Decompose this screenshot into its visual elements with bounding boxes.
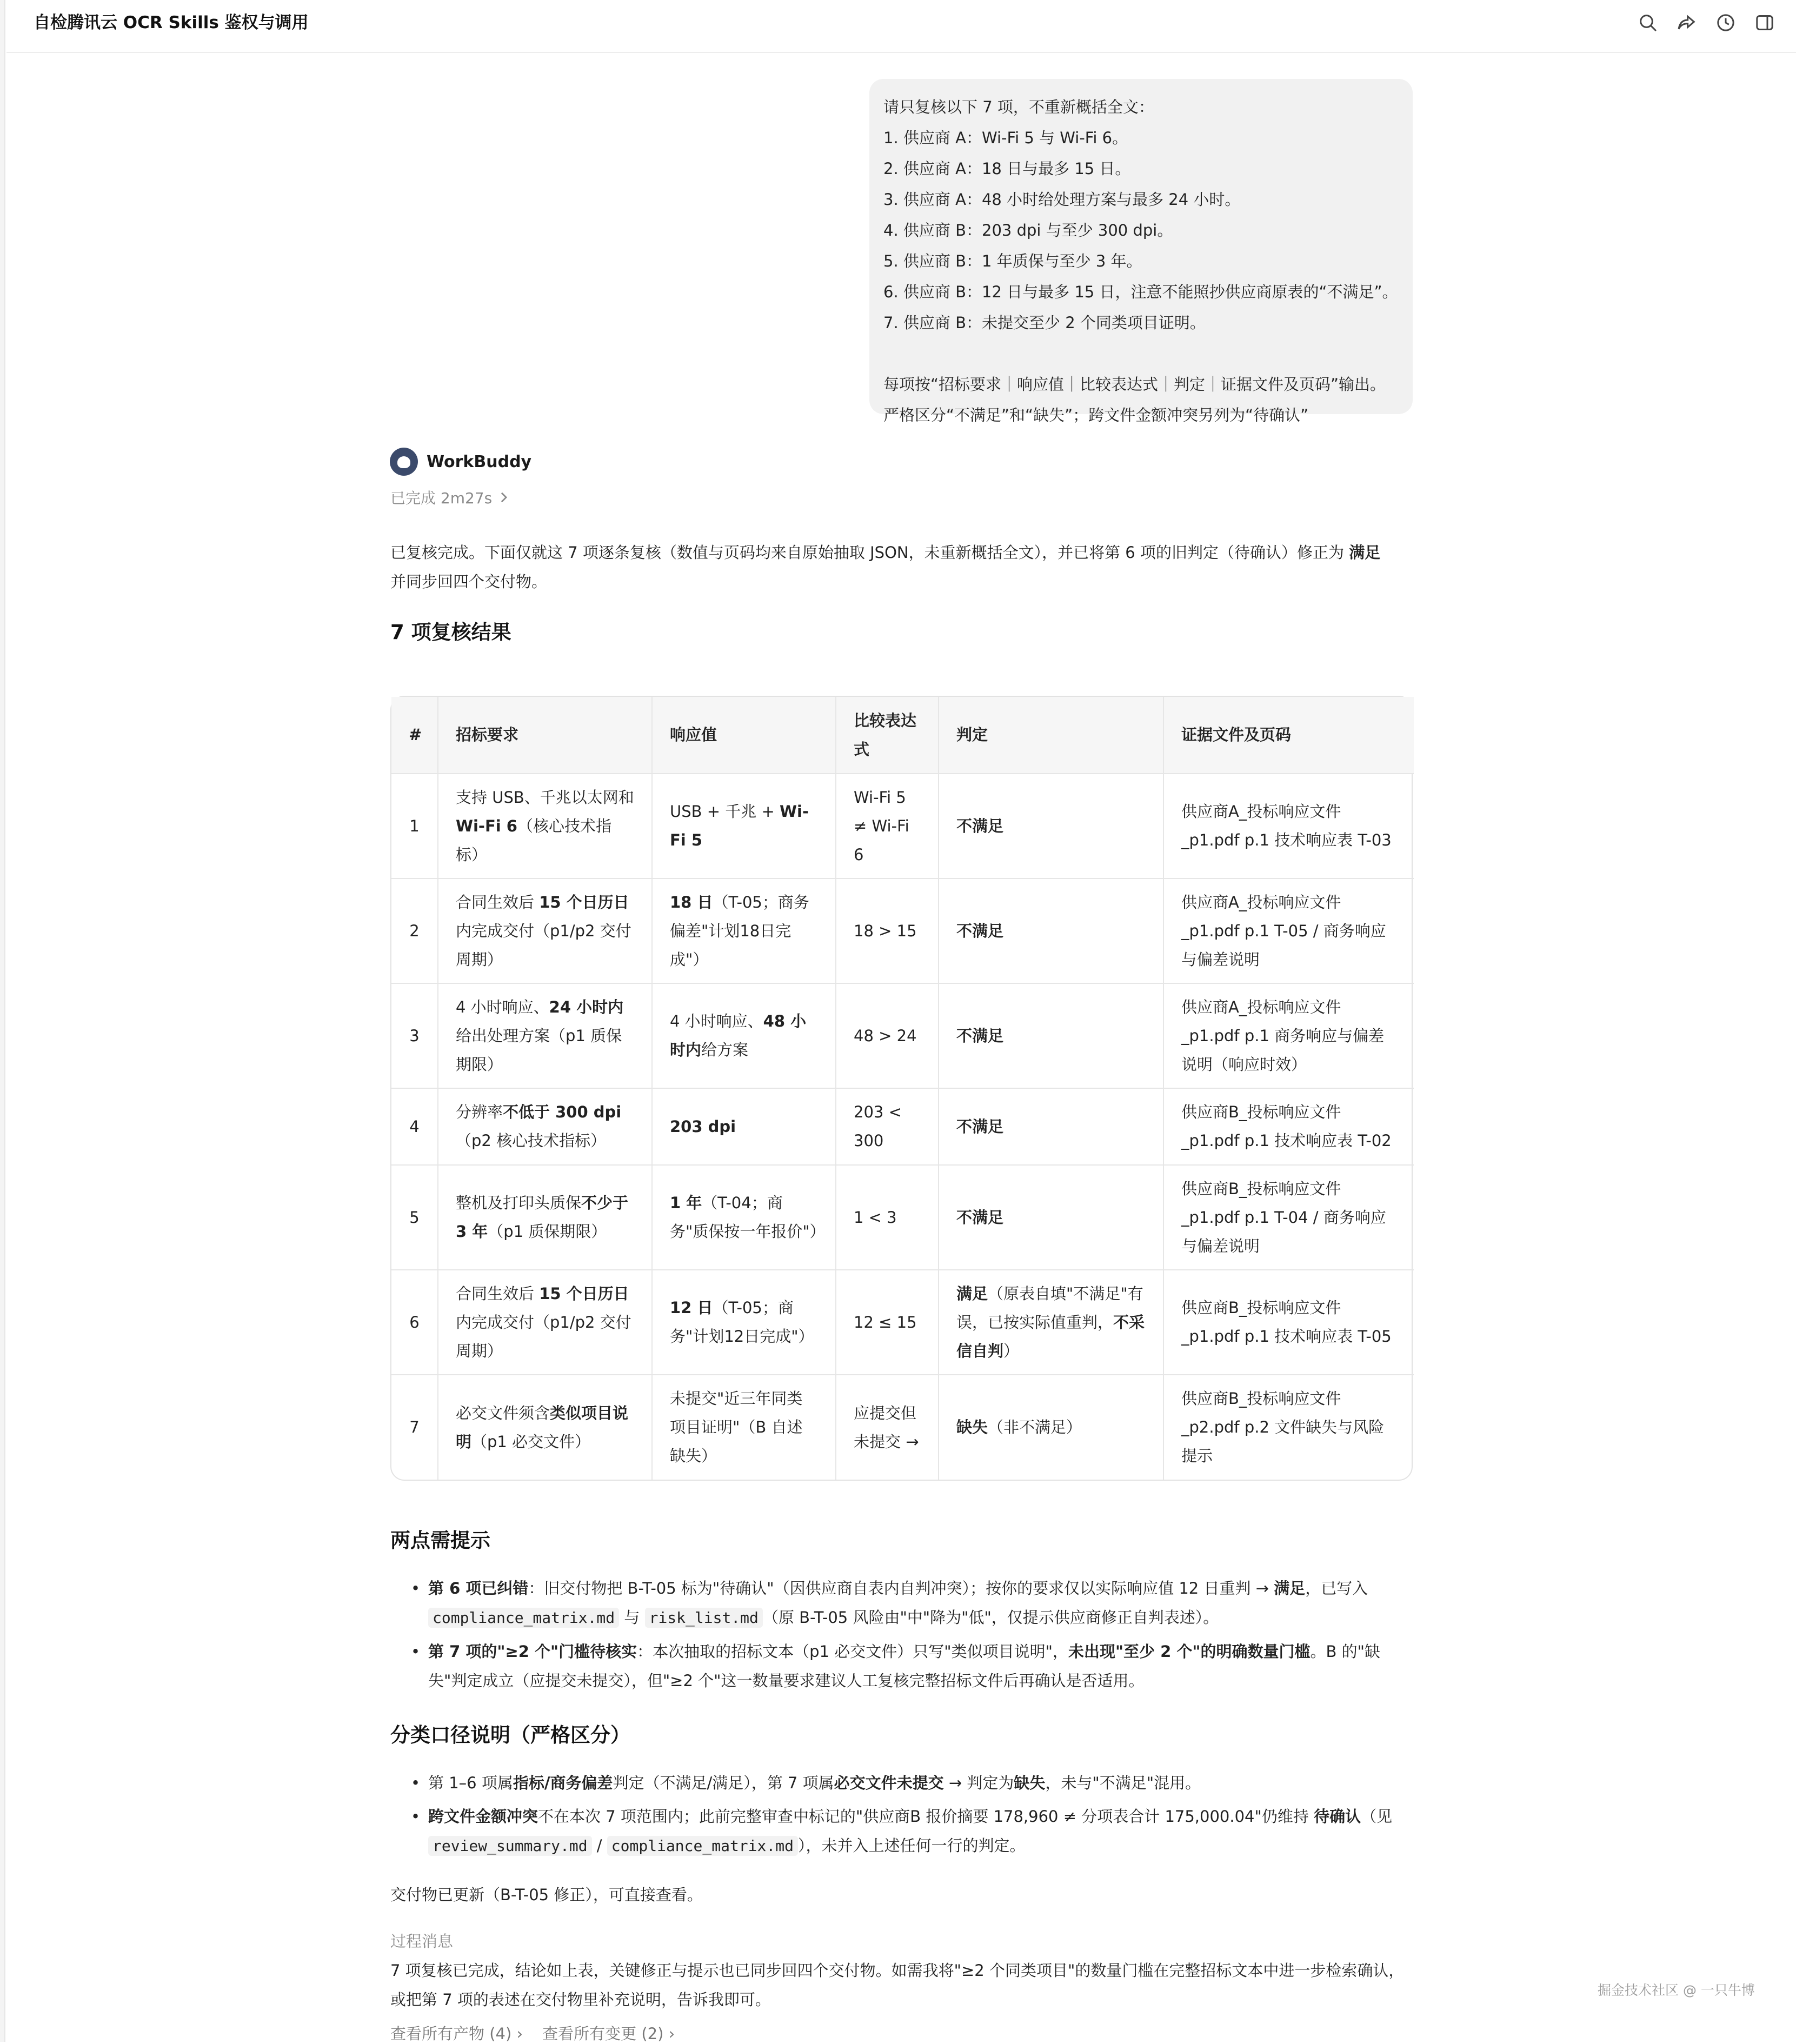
row-index: 6 [391, 1270, 438, 1375]
cls-text: ），未并入上述任何一行的判定。 [797, 1836, 1026, 1855]
response-cell [652, 983, 836, 1088]
response-cell [652, 1165, 836, 1270]
req-bold: 24 小时内 [549, 997, 624, 1016]
req-text: 内完成交付（p1/p2 交付周期） [456, 1313, 631, 1360]
row-index: 5 [391, 1165, 438, 1270]
user-message-line: 请只复核以下 7 项，不重新概括全文： [883, 98, 1154, 116]
cls-bold: 待确认 [1314, 1807, 1361, 1826]
response-cell [652, 878, 836, 983]
watermark: 掘金技术社区 @ 一只牛博 [1598, 1982, 1755, 1998]
req-text: （p1 必交文件） [471, 1432, 591, 1451]
assistant-name: WorkBuddy [427, 452, 532, 471]
process-message: 7 项复核已完成，结论如上表，关键修正与提示也已同步回四个交付物。如需我将"≥2 个同类项目"的数量门槛在完整招标文本中进一步检索确认，或把第 7 项的表述在交付物里补充说明，告诉我即可。 [390, 1961, 1405, 2009]
view-artifacts-label: 查看所有产物 (4) [390, 2025, 512, 2043]
resp-text: 4 小时响应、 [670, 1012, 763, 1030]
row-index: 1 [391, 774, 438, 878]
conversation-title: 自检腾讯云 OCR Skills 鉴权与调用 [34, 13, 309, 32]
file-code: compliance_matrix.md [607, 1836, 798, 1856]
requirement-cell [438, 1088, 652, 1165]
note-bold: 未出现"至少 2 个"的明确数量门槛 [1068, 1642, 1311, 1661]
expression-cell: 18 > 15 [836, 878, 939, 983]
resp-text: （T-04；商务"质保按一年报价"） [670, 1194, 826, 1241]
file-code: review_summary.md [428, 1836, 592, 1856]
user-message-line: 3. 供应商 A：48 小时给处理方案与最多 24 小时。 [883, 190, 1241, 209]
resp-bold: 1 年 [670, 1194, 702, 1212]
requirement-cell [438, 1375, 652, 1480]
req-bold: 不低于 300 dpi [503, 1103, 622, 1121]
row-index: 3 [391, 983, 438, 1088]
verdict-cell [939, 1270, 1163, 1375]
cls-bold: 指标/商务偏差 [513, 1774, 613, 1792]
expression-cell: 48 > 24 [836, 983, 939, 1088]
cls-text: → 判定为 [943, 1774, 1014, 1792]
list-item [390, 1768, 1412, 1797]
table-row [391, 1375, 1414, 1480]
intro-text: 已复核完成。下面仅就这 7 项逐条复核（数值与页码均来自原始抽取 JSON，未重新概括全文），并已将第 6 项的旧判定（待确认）修正为 [390, 543, 1349, 562]
user-message-line: 7. 供应商 B：未提交至少 2 个同类项目证明。 [883, 314, 1206, 332]
requirement-cell [438, 983, 652, 1088]
note-text: 与 [619, 1608, 645, 1627]
cls-bold: 跨文件金额冲突 [428, 1807, 538, 1826]
note-bold: 第 7 项的"≥2 个"门槛待核实 [428, 1642, 637, 1661]
row-index: 4 [391, 1088, 438, 1165]
notes-title: 两点需提示 [390, 1529, 490, 1552]
req-text: （p1 质保期限） [488, 1222, 607, 1241]
requirement-cell [438, 878, 652, 983]
req-text: 支持 USB、千兆以太网和 [456, 788, 634, 807]
expression-cell: 1 < 3 [836, 1165, 939, 1270]
expression-cell: Wi-Fi 5 ≠ Wi-Fi 6 [836, 774, 939, 878]
req-text: 给出处理方案（p1 质保期限） [456, 1026, 622, 1074]
req-text: 必交文件须含 [456, 1403, 550, 1422]
updated-note: 交付物已更新（B-T-05 修正），可直接查看。 [390, 1886, 703, 1904]
resp-bold: Wi-Fi 5 [670, 802, 809, 849]
table-title: 7 项复核结果 [390, 621, 511, 644]
assistant-header [390, 448, 531, 476]
list-item [390, 1637, 1412, 1695]
intro-text-2: 并同步回四个交付物。 [390, 572, 548, 591]
process-label: 过程消息 [390, 1932, 454, 1950]
classification-list [390, 1768, 1412, 1861]
evidence-cell: 供应商A_投标响应文件_p1.pdf p.1 技术响应表 T-03 [1163, 774, 1414, 878]
col-header-index: # [391, 697, 438, 774]
evidence-cell: 供应商A_投标响应文件_p1.pdf p.1 T-05 / 商务响应与偏差说明 [1163, 878, 1414, 983]
notes-list [390, 1574, 1412, 1695]
note-text: （原 B-T-05 风险由"中"降为"低"，仅提示供应商修正自判表述）。 [762, 1608, 1219, 1627]
cls-text: 判定（不满足/满足），第 7 项属 [613, 1774, 834, 1792]
user-message-line: 4. 供应商 B：203 dpi 与至少 300 dpi。 [883, 221, 1173, 239]
left-edge-divider [0, 0, 5, 2042]
run-status-text: 已完成 2m27s [390, 489, 493, 507]
req-text: 分辨率 [456, 1103, 503, 1121]
col-header-requirement: 招标要求 [438, 697, 652, 774]
user-message-line: 每项按“招标要求｜响应值｜比较表达式｜判定｜证据文件及页码”输出。 [883, 375, 1386, 394]
chevron-right-icon [500, 491, 508, 503]
table-row [391, 1165, 1414, 1270]
classification-title: 分类口径说明（严格区分） [390, 1723, 630, 1747]
resp-text: 给方案 [701, 1041, 749, 1059]
req-text: 合同生效后 [456, 893, 540, 911]
resp-bold: 48 小时内 [670, 1012, 807, 1059]
verdict-bold: 不满足 [956, 1208, 1004, 1227]
requirement-cell [438, 774, 652, 878]
req-text: （核心技术指标） [456, 816, 612, 864]
resp-text: （T-05；商务"计划12日完成"） [670, 1299, 814, 1346]
list-item [390, 1802, 1412, 1861]
req-bold: 15 个日历日 [539, 893, 629, 911]
verdict-bold: 不采信自判 [956, 1313, 1145, 1360]
req-text: 合同生效后 [456, 1284, 540, 1303]
search-icon[interactable] [1637, 12, 1659, 34]
note-text: ，已写入 [1305, 1579, 1368, 1597]
verdict-cell [939, 774, 1163, 878]
req-text: 整机及打印头质保 [456, 1194, 582, 1212]
intro-bold: 满足 [1349, 543, 1381, 562]
cls-text: / [591, 1836, 607, 1855]
verdict-cell [939, 1165, 1163, 1270]
cls-text: 不在本次 7 项范围内；此前完整审查中标记的"供应商B 报价摘要 178,960 ≠ 分项表合计 175,000.04"仍维持 [538, 1807, 1314, 1826]
verdict-bold: 缺失 [956, 1418, 988, 1436]
note-text: 。B 的"缺失"判定成立（应提交未提交），但"≥2 个"这一数量要求建议人工复核完整招标文件后再确认是否适用。 [428, 1642, 1380, 1690]
verdict-cell [939, 1088, 1163, 1165]
view-changes-link[interactable]: 查看所有变更 (2) › [542, 2025, 675, 2043]
req-bold: 15 个日历日 [539, 1284, 629, 1303]
req-text: 4 小时响应、 [456, 997, 549, 1016]
file-code: compliance_matrix.md [428, 1608, 619, 1628]
user-message-line: 严格区分“不满足”和“缺失”；跨文件金额冲突另列为“待确认” [883, 406, 1309, 424]
col-header-expression: 比较表达式 [836, 697, 939, 774]
user-message-line: 1. 供应商 A：Wi-Fi 5 与 Wi-Fi 6。 [883, 129, 1128, 147]
col-header-evidence: 证据文件及页码 [1163, 697, 1414, 774]
cls-bold: 缺失 [1014, 1774, 1046, 1792]
footer-links [390, 2022, 675, 2044]
verdict-cell [939, 878, 1163, 983]
note-text: ：本次抽取的招标文本（p1 必交文件）只写"类似项目说明"， [637, 1642, 1068, 1661]
cls-bold: 必交文件未提交 [834, 1774, 944, 1792]
verdict-bold: 不满足 [956, 921, 1004, 940]
results-table [390, 696, 1413, 1481]
cls-text: （见 [1361, 1807, 1393, 1826]
file-code: risk_list.md [645, 1608, 763, 1628]
assistant-intro [390, 538, 1412, 646]
table-row [391, 1088, 1414, 1165]
req-text: 内完成交付（p1/p2 交付周期） [456, 921, 631, 969]
user-message-line: 2. 供应商 A：18 日与最多 15 日。 [883, 159, 1131, 178]
note-bold: 第 6 项已纠错 [428, 1579, 529, 1597]
evidence-cell: 供应商B_投标响应文件_p1.pdf p.1 T-04 / 商务响应与偏差说明 [1163, 1165, 1414, 1270]
resp-text: 未提交"近三年同类项目证明"（B 自述缺失） [670, 1389, 803, 1465]
expression-cell: 12 ≤ 15 [836, 1270, 939, 1375]
avatar [390, 448, 418, 476]
table-row [391, 774, 1414, 878]
note-bold: 满足 [1274, 1579, 1306, 1597]
col-header-response: 响应值 [652, 697, 836, 774]
resp-bold: 12 日 [670, 1299, 713, 1317]
view-artifacts-link[interactable]: 查看所有产物 (4) › [390, 2025, 523, 2043]
response-cell [652, 774, 836, 878]
cls-text: ，未与"不满足"混用。 [1045, 1774, 1201, 1792]
verdict-bold: 不满足 [956, 816, 1004, 835]
panel-toggle-icon[interactable] [1754, 12, 1775, 34]
classification-section [390, 1722, 1412, 1861]
resp-text: USB + 千兆 + [670, 802, 780, 821]
verdict-text: （原表自填"不满足"有误，已按实际值重判， [956, 1284, 1143, 1331]
run-status[interactable] [390, 487, 508, 508]
expression-cell: 应提交但未提交 → [836, 1375, 939, 1480]
user-message-line: 6. 供应商 B：12 日与最多 15 日，注意不能照抄供应商原表的“不满足”。 [883, 283, 1398, 301]
closing-section [390, 1880, 1412, 2014]
requirement-cell [438, 1165, 652, 1270]
user-message-blank-line [883, 338, 1399, 369]
table-row [391, 983, 1414, 1088]
evidence-cell: 供应商A_投标响应文件_p1.pdf p.1 商务响应与偏差说明（响应时效） [1163, 983, 1414, 1088]
list-item [390, 1574, 1412, 1633]
table-row [391, 1270, 1414, 1375]
evidence-cell: 供应商B_投标响应文件_p1.pdf p.1 技术响应表 T-02 [1163, 1088, 1414, 1165]
req-bold: 类似项目说明 [456, 1403, 629, 1451]
note-text: ：旧交付物把 B-T-05 标为"待确认"（因供应商自表内自判冲突）；按你的要求仅以实际响应值 12 日重判 → [528, 1579, 1274, 1597]
share-icon[interactable] [1676, 12, 1698, 34]
response-cell [652, 1375, 836, 1480]
requirement-cell [438, 1270, 652, 1375]
resp-bold: 18 日 [670, 893, 713, 911]
evidence-cell: 供应商B_投标响应文件_p1.pdf p.1 技术响应表 T-05 [1163, 1270, 1414, 1375]
response-cell [652, 1088, 836, 1165]
resp-text: （T-05；商务偏差"计划18日完成"） [670, 893, 809, 969]
row-index: 2 [391, 878, 438, 983]
verdict-bold: 满足 [956, 1284, 988, 1303]
history-icon[interactable] [1715, 12, 1737, 34]
view-changes-label: 查看所有变更 (2) [542, 2025, 664, 2043]
user-message-bubble [869, 79, 1413, 424]
top-bar-actions [1637, 12, 1775, 34]
verdict-bold: 不满足 [956, 1117, 1004, 1136]
user-message-line: 5. 供应商 B：1 年质保与至少 3 年。 [883, 252, 1142, 270]
expression-cell: 203 < 300 [836, 1088, 939, 1165]
req-bold: 不少于 3 年 [456, 1194, 629, 1241]
verdict-cell [939, 1375, 1163, 1480]
verdict-bold: 不满足 [956, 1026, 1004, 1045]
col-header-verdict: 判定 [939, 697, 1163, 774]
table-header-row [391, 697, 1414, 774]
req-text: （p2 核心技术指标） [456, 1131, 607, 1150]
evidence-cell: 供应商B_投标响应文件_p2.pdf p.2 文件缺失与风险提示 [1181, 1389, 1385, 1465]
top-bar [6, 0, 1796, 53]
intro-paragraph [390, 538, 1412, 596]
verdict-cell [939, 983, 1163, 1088]
cls-text: 第 1–6 项属 [428, 1774, 513, 1792]
verdict-text: （非不满足） [988, 1418, 1082, 1436]
req-bold: Wi-Fi 6 [456, 816, 517, 835]
response-cell [652, 1270, 836, 1375]
table-row [391, 878, 1414, 983]
verdict-text: ） [1003, 1341, 1020, 1360]
row-index: 7 [391, 1375, 438, 1480]
notes-section [390, 1527, 1412, 1695]
resp-bold: 203 dpi [670, 1117, 736, 1136]
